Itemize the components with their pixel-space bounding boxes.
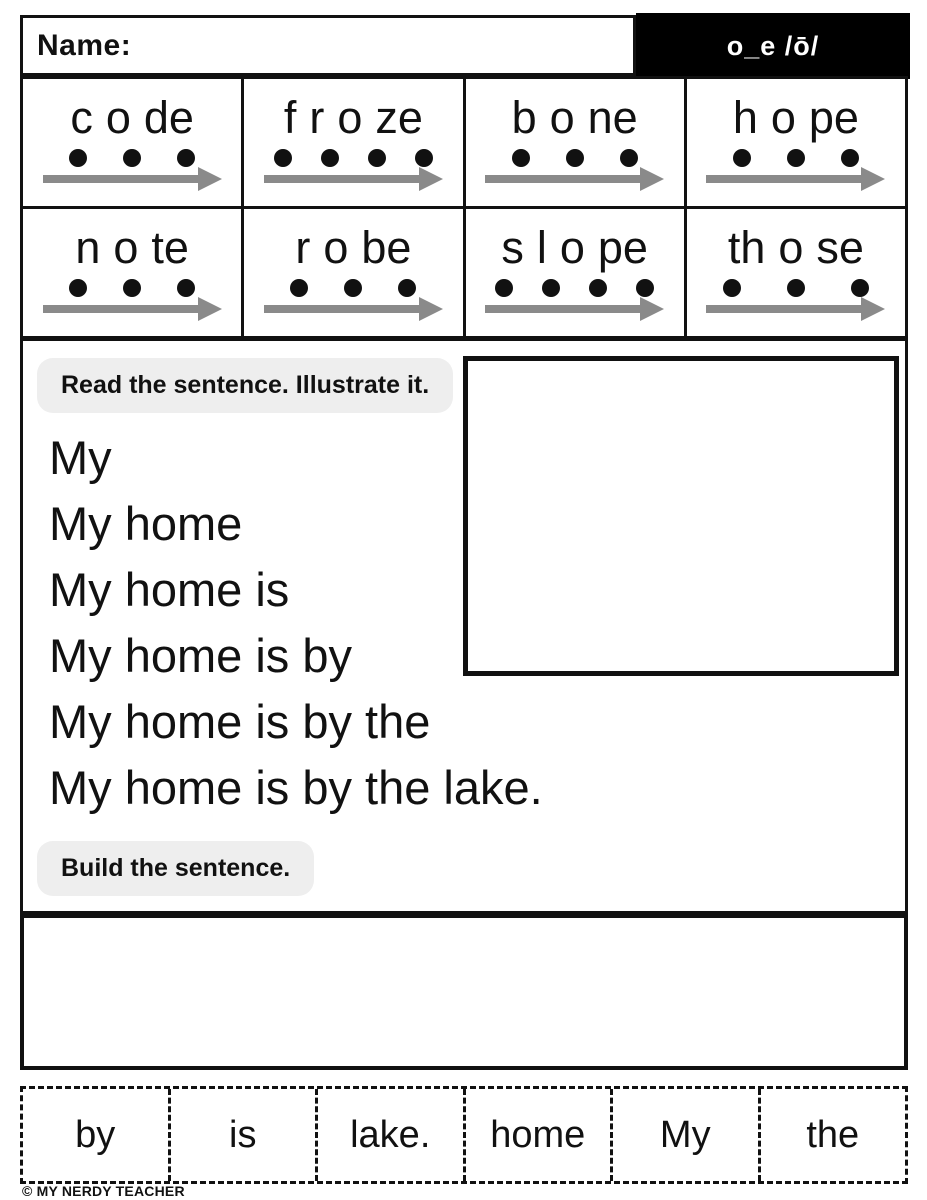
- phoneme-dot-icon: [495, 279, 513, 297]
- word-card: [687, 209, 905, 336]
- arrow-head: [861, 167, 885, 191]
- word-text: [511, 92, 638, 143]
- sentence-line: My home is by: [49, 629, 352, 682]
- phoneme-dot-icon: [274, 149, 292, 167]
- phoneme-segment: o: [778, 222, 804, 273]
- arrow-shaft: [485, 175, 640, 183]
- phoneme-dot-icon: [398, 279, 416, 297]
- sentence-line: My home is: [49, 563, 290, 616]
- arrow-head: [640, 297, 664, 321]
- phoneme-segment: o: [323, 222, 349, 273]
- phoneme-dot-icon: [566, 149, 584, 167]
- phoneme-dot-icon: [841, 149, 859, 167]
- word-tile: lake.: [315, 1089, 463, 1181]
- arrow-shaft: [485, 305, 640, 313]
- phoneme-segment: se: [816, 222, 864, 273]
- build-instruction-label: Build the sentence.: [61, 854, 291, 882]
- word-text: [732, 92, 859, 143]
- arrow-head: [640, 167, 664, 191]
- phoneme-dot-icon: [123, 149, 141, 167]
- word-card: [23, 209, 241, 336]
- phoneme-segment: s: [501, 222, 524, 273]
- phoneme-segment: o: [113, 222, 139, 273]
- phoneme-dot-icon: [69, 279, 87, 297]
- phoneme-segment: l: [536, 222, 547, 273]
- footer-credit: © MY NERDY TEACHER: [22, 1183, 185, 1199]
- phoneme-dots: [723, 279, 869, 297]
- read-illustrate-section: [20, 338, 908, 914]
- phoneme-dot-icon: [512, 149, 530, 167]
- read-instruction-pill: [37, 358, 453, 413]
- phoneme-dot-icon: [787, 149, 805, 167]
- phoneme-dots: [274, 149, 433, 167]
- phoneme-dot-icon: [589, 279, 607, 297]
- word-text: [75, 222, 189, 273]
- sentence-line: My: [49, 431, 112, 484]
- phoneme-segment: ze: [375, 92, 423, 143]
- arrow-shaft: [264, 175, 419, 183]
- phoneme-segment: ne: [587, 92, 638, 143]
- name-label: Name:: [37, 28, 132, 62]
- phoneme-dots: [512, 149, 638, 167]
- phoneme-segment: be: [361, 222, 412, 273]
- phoneme-segment: r: [295, 222, 311, 273]
- phoneme-dots: [69, 279, 195, 297]
- read-instruction-label: Read the sentence. Illustrate it.: [61, 371, 430, 399]
- word-card-grid: [20, 76, 908, 338]
- phoneme-segment: c: [70, 92, 93, 143]
- word-tile: home: [463, 1089, 611, 1181]
- phoneme-dots: [495, 279, 654, 297]
- phoneme-dot-icon: [636, 279, 654, 297]
- phoneme-segment: f: [283, 92, 297, 143]
- word-card: [244, 79, 462, 206]
- phoneme-segment: pe: [808, 92, 859, 143]
- blend-arrow-icon: [706, 167, 885, 191]
- phoneme-segment: o: [105, 92, 131, 143]
- arrow-head: [198, 297, 222, 321]
- arrow-shaft: [264, 305, 419, 313]
- phoneme-dot-icon: [290, 279, 308, 297]
- phoneme-dots: [290, 279, 416, 297]
- phoneme-dot-icon: [542, 279, 560, 297]
- word-text: [727, 222, 864, 273]
- phoneme-dot-icon: [851, 279, 869, 297]
- blend-arrow-icon: [264, 167, 443, 191]
- phoneme-dot-icon: [620, 149, 638, 167]
- phoneme-segment: o: [559, 222, 585, 273]
- word-card: [687, 79, 905, 206]
- phoneme-segment: o: [337, 92, 363, 143]
- build-instruction-pill: [37, 841, 314, 896]
- arrow-head: [198, 167, 222, 191]
- sentence-line: My home: [49, 497, 243, 550]
- phoneme-dot-icon: [723, 279, 741, 297]
- blend-arrow-icon: [706, 297, 885, 321]
- phoneme-segment: r: [309, 92, 325, 143]
- word-tile: by: [75, 1113, 116, 1156]
- arrow-shaft: [43, 305, 198, 313]
- phoneme-segment: o: [549, 92, 575, 143]
- phoneme-dots: [733, 149, 859, 167]
- word-tile: My: [610, 1089, 758, 1181]
- sentence-pyramid: [49, 425, 543, 821]
- phoneme-dot-icon: [787, 279, 805, 297]
- phoneme-segment: n: [75, 222, 101, 273]
- word-text: [501, 222, 648, 273]
- sentence-line: My home is by the lake.: [49, 761, 543, 814]
- phoneme-segment: pe: [597, 222, 648, 273]
- sentence-line: My home is by the: [49, 695, 431, 748]
- phoneme-dot-icon: [415, 149, 433, 167]
- phoneme-dot-icon: [177, 149, 195, 167]
- arrow-head: [419, 297, 443, 321]
- blend-arrow-icon: [264, 297, 443, 321]
- arrow-head: [419, 167, 443, 191]
- arrow-shaft: [43, 175, 198, 183]
- arrow-shaft: [706, 305, 861, 313]
- phoneme-dot-icon: [344, 279, 362, 297]
- word-text: [70, 92, 194, 143]
- phoneme-dot-icon: [69, 149, 87, 167]
- word-tile: the: [758, 1089, 906, 1181]
- phoneme-dots: [69, 149, 195, 167]
- phonics-badge: [636, 13, 910, 79]
- build-sentence-box: [20, 914, 908, 1070]
- phoneme-segment: b: [511, 92, 537, 143]
- word-card: [244, 209, 462, 336]
- phoneme-dot-icon: [368, 149, 386, 167]
- blend-arrow-icon: [43, 167, 222, 191]
- phoneme-segment: te: [151, 222, 189, 273]
- word-text: [295, 222, 412, 273]
- arrow-head: [861, 297, 885, 321]
- word-tile: is: [168, 1089, 316, 1181]
- phoneme-dot-icon: [177, 279, 195, 297]
- word-card: [466, 209, 684, 336]
- blend-arrow-icon: [43, 297, 222, 321]
- name-field-box: [20, 15, 636, 76]
- phoneme-segment: h: [732, 92, 758, 143]
- arrow-shaft: [706, 175, 861, 183]
- blend-arrow-icon: [485, 167, 664, 191]
- phoneme-dot-icon: [123, 279, 141, 297]
- phoneme-segment: o: [770, 92, 796, 143]
- word-card: [23, 79, 241, 206]
- word-card: [466, 79, 684, 206]
- phonics-label: o_e /ō/: [726, 30, 820, 61]
- phoneme-dot-icon: [733, 149, 751, 167]
- word-text: [283, 92, 423, 143]
- word-tile-strip: [20, 1086, 908, 1184]
- blend-arrow-icon: [485, 297, 664, 321]
- phoneme-dot-icon: [321, 149, 339, 167]
- phoneme-segment: th: [727, 222, 766, 273]
- phoneme-segment: de: [143, 92, 194, 143]
